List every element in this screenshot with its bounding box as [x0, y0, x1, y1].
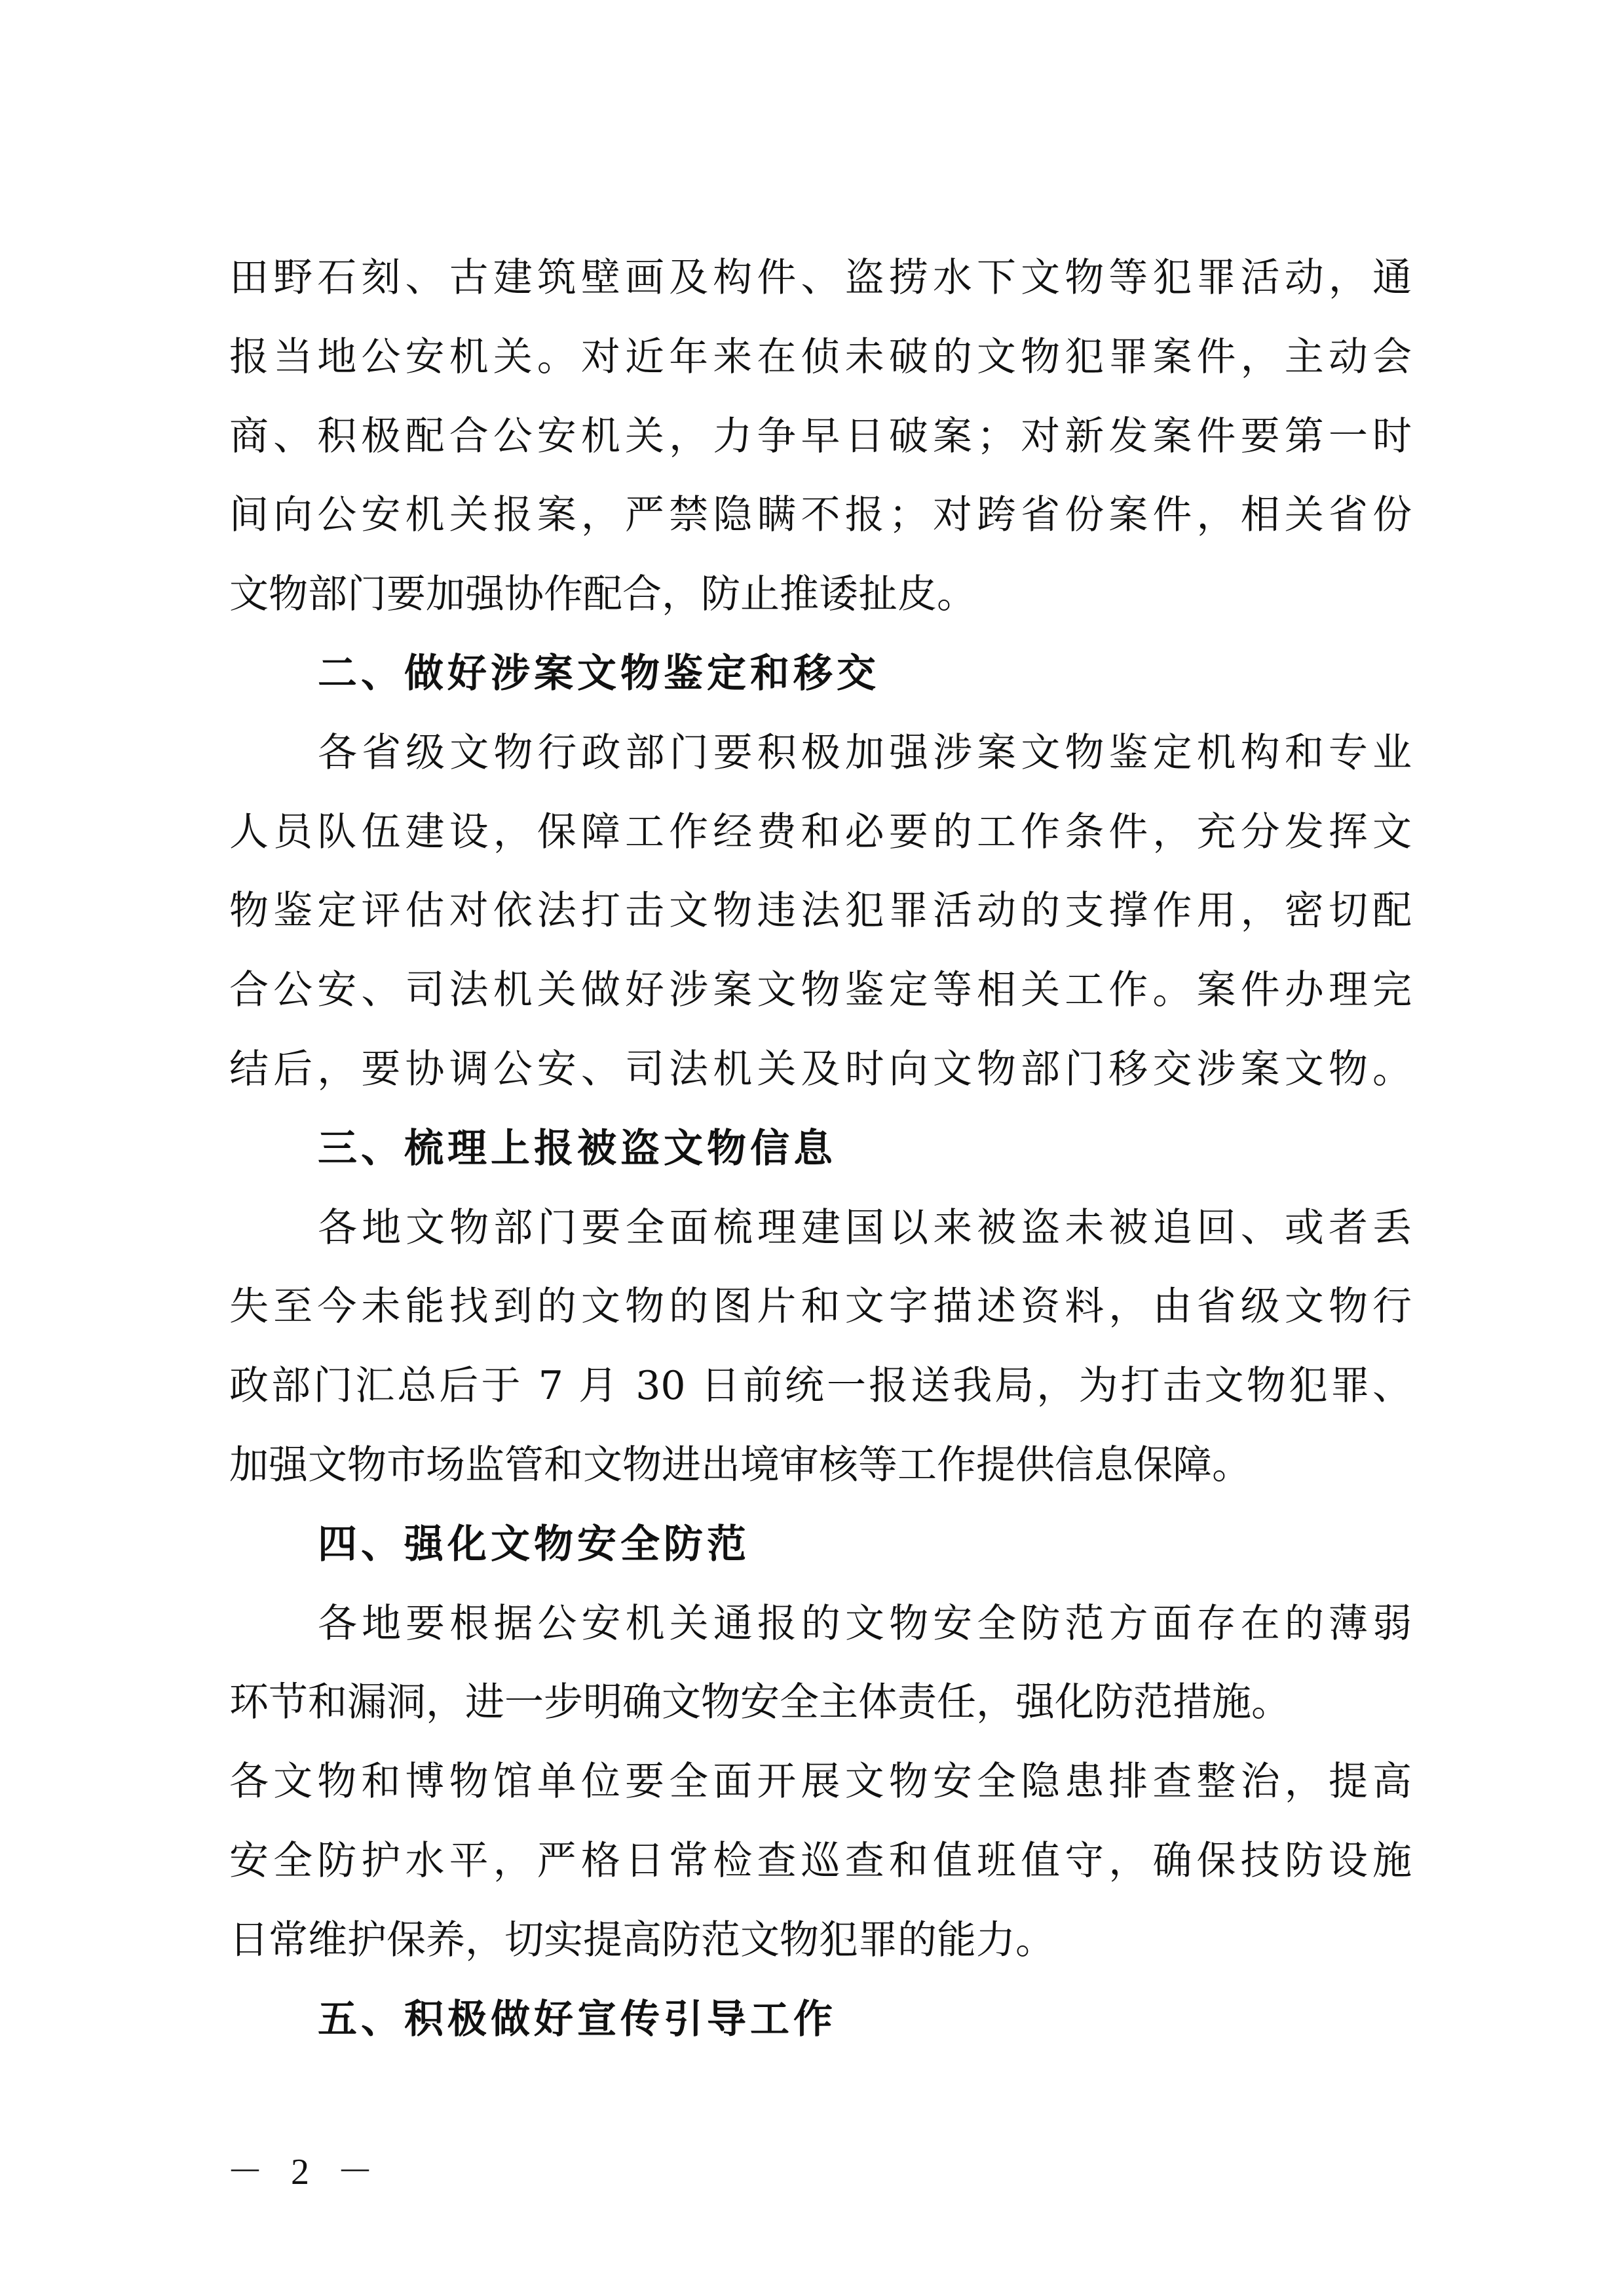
- text-line: 加强文物市场监管和文物进出境审核等工作提供信息保障。: [229, 1442, 1251, 1488]
- text-line: 日常维护保养，切实提高防范文物犯罪的能力。: [229, 1917, 1055, 1963]
- text-line: 失至今未能找到的文物的图片和文字描述资料，由省级文物行: [229, 1284, 1412, 1330]
- page-number: － 2 －: [227, 2152, 383, 2192]
- section-heading: 三、梳理上报被盗文物信息: [318, 1125, 837, 1172]
- text-line: 各地要根据公安机关通报的文物安全防范方面存在的薄弱: [318, 1600, 1412, 1647]
- text-line: 各省级文物行政部门要积极加强涉案文物鉴定机构和专业: [318, 729, 1412, 776]
- text-line: 报当地公安机关。对近年来在侦未破的文物犯罪案件，主动会: [229, 334, 1412, 380]
- text-line: 物鉴定评估对依法打击文物违法犯罪活动的支撑作用，密切配: [229, 888, 1412, 934]
- text-line: 结后，要协调公安、司法机关及时向文物部门移交涉案文物。: [229, 1046, 1412, 1092]
- text-line: 政部门汇总后于 7 月 30 日前统一报送我局，为打击文物犯罪、: [229, 1363, 1412, 1409]
- section-heading: 二、做好涉案文物鉴定和移交: [318, 651, 880, 697]
- text-line: 各地文物部门要全面梳理建国以来被盗未被追回、或者丢: [318, 1204, 1412, 1251]
- text-line: 商、积极配合公安机关，力争早日破案；对新发案件要第一时: [229, 413, 1412, 459]
- text-line: 安全防护水平，严格日常检查巡查和值班值守，确保技防设施: [229, 1838, 1412, 1884]
- text-line: 各文物和博物馆单位要全面开展文物安全隐患排查整治，提高: [229, 1759, 1412, 1805]
- text-line: 田野石刻、古建筑壁画及构件、盗捞水下文物等犯罪活动，通: [229, 255, 1412, 301]
- text-line: 间向公安机关报案，严禁隐瞒不报；对跨省份案件，相关省份: [229, 492, 1412, 539]
- section-heading: 四、强化文物安全防范: [318, 1521, 750, 1567]
- section-heading: 五、积极做好宣传引导工作: [318, 1996, 837, 2042]
- text-line: 文物部门要加强协作配合，防止推诿扯皮。: [229, 571, 976, 618]
- text-line: 人员队伍建设，保障工作经费和必要的工作条件，充分发挥文: [229, 809, 1412, 855]
- text-line: 合公安、司法机关做好涉案文物鉴定等相关工作。案件办理完: [229, 967, 1412, 1014]
- text-line: 环节和漏洞，进一步明确文物安全主体责任，强化防范措施。: [229, 1679, 1291, 1726]
